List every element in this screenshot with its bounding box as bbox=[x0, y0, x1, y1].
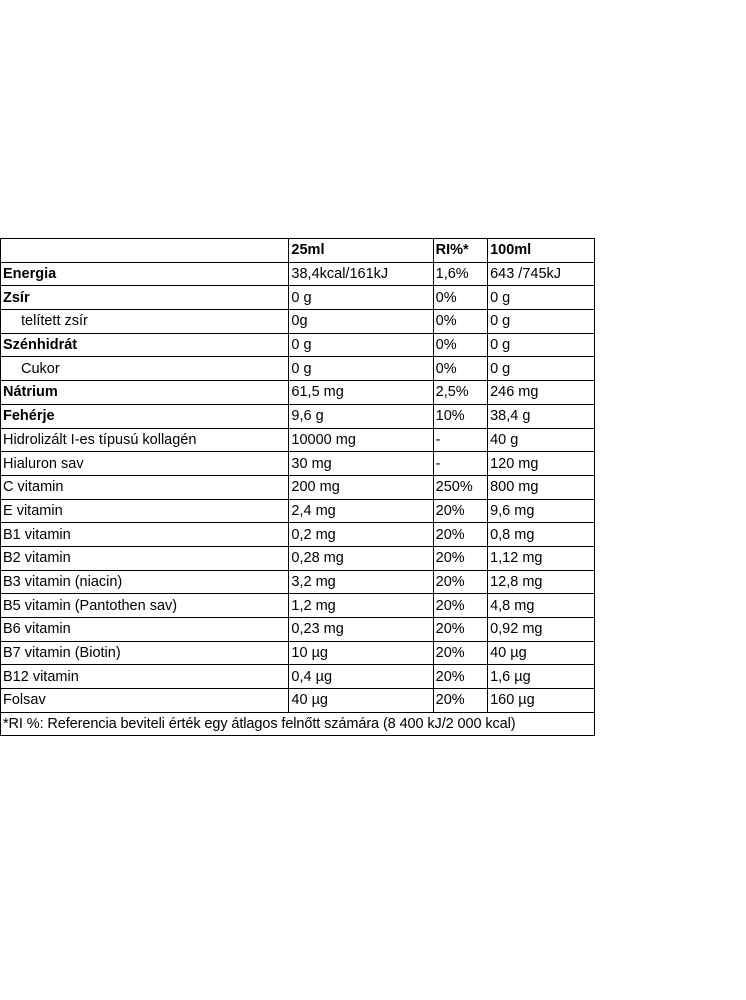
nutrition-table-body bbox=[1, 239, 595, 713]
nutrient-name-cell: Cukor bbox=[1, 357, 289, 381]
ri-percent-cell: 10% bbox=[433, 404, 487, 428]
value-25ml-cell: 40 µg bbox=[289, 689, 433, 713]
value-100ml-cell: 9,6 mg bbox=[488, 499, 595, 523]
ri-percent-cell: 20% bbox=[433, 546, 487, 570]
ri-percent-cell: 20% bbox=[433, 689, 487, 713]
nutrient-name-cell: B5 vitamin (Pantothen sav) bbox=[1, 594, 289, 618]
ri-percent-cell: 0% bbox=[433, 310, 487, 334]
value-25ml-cell: 38,4kcal/161kJ bbox=[289, 262, 433, 286]
value-25ml-cell: 10000 mg bbox=[289, 428, 433, 452]
table-row bbox=[1, 546, 595, 570]
ri-percent-cell: 0% bbox=[433, 357, 487, 381]
value-25ml-cell: 10 µg bbox=[289, 641, 433, 665]
value-25ml-cell: 0,2 mg bbox=[289, 523, 433, 547]
table-row bbox=[1, 499, 595, 523]
value-100ml-cell: 1,12 mg bbox=[488, 546, 595, 570]
footnote-cell: *RI %: Referencia beviteli érték egy átlagos felnőtt számára (8 400 kJ/2 000 kcal) bbox=[1, 712, 595, 736]
nutrition-table bbox=[0, 238, 595, 736]
value-100ml-cell: 0 g bbox=[488, 310, 595, 334]
header-25ml-cell: 25ml bbox=[289, 239, 433, 263]
ri-percent-cell: 20% bbox=[433, 618, 487, 642]
table-row bbox=[1, 452, 595, 476]
value-100ml-cell: 12,8 mg bbox=[488, 570, 595, 594]
ri-percent-cell: - bbox=[433, 428, 487, 452]
ri-percent-cell: 0% bbox=[433, 286, 487, 310]
value-100ml-cell: 0 g bbox=[488, 357, 595, 381]
value-100ml-cell: 0 g bbox=[488, 286, 595, 310]
nutrient-name-cell: Szénhidrát bbox=[1, 333, 289, 357]
value-25ml-cell: 0,4 µg bbox=[289, 665, 433, 689]
table-row bbox=[1, 641, 595, 665]
table-row bbox=[1, 333, 595, 357]
value-100ml-cell: 1,6 µg bbox=[488, 665, 595, 689]
nutrient-name-cell: B3 vitamin (niacin) bbox=[1, 570, 289, 594]
value-100ml-cell: 0,92 mg bbox=[488, 618, 595, 642]
ri-percent-cell: - bbox=[433, 452, 487, 476]
nutrient-name-cell: Nátrium bbox=[1, 381, 289, 405]
nutrient-name-cell: Hialuron sav bbox=[1, 452, 289, 476]
value-25ml-cell: 200 mg bbox=[289, 475, 433, 499]
ri-percent-cell: 20% bbox=[433, 665, 487, 689]
value-100ml-cell: 4,8 mg bbox=[488, 594, 595, 618]
footnote-row bbox=[1, 712, 595, 736]
table-row bbox=[1, 428, 595, 452]
value-100ml-cell: 120 mg bbox=[488, 452, 595, 476]
header-100ml-cell: 100ml bbox=[488, 239, 595, 263]
value-25ml-cell: 0 g bbox=[289, 357, 433, 381]
ri-percent-cell: 2,5% bbox=[433, 381, 487, 405]
ri-percent-cell: 20% bbox=[433, 641, 487, 665]
ri-percent-cell: 1,6% bbox=[433, 262, 487, 286]
value-25ml-cell: 61,5 mg bbox=[289, 381, 433, 405]
nutrient-name-cell: B2 vitamin bbox=[1, 546, 289, 570]
value-25ml-cell: 9,6 g bbox=[289, 404, 433, 428]
value-100ml-cell: 38,4 g bbox=[488, 404, 595, 428]
table-row bbox=[1, 381, 595, 405]
table-row bbox=[1, 475, 595, 499]
table-row bbox=[1, 618, 595, 642]
value-25ml-cell: 3,2 mg bbox=[289, 570, 433, 594]
table-row bbox=[1, 689, 595, 713]
nutrient-name-cell: B12 vitamin bbox=[1, 665, 289, 689]
value-100ml-cell: 643 /745kJ bbox=[488, 262, 595, 286]
value-25ml-cell: 0,23 mg bbox=[289, 618, 433, 642]
nutrient-name-cell: telített zsír bbox=[1, 310, 289, 334]
value-100ml-cell: 0,8 mg bbox=[488, 523, 595, 547]
nutrient-name-cell: Hidrolizált I-es típusú kollagén bbox=[1, 428, 289, 452]
nutrient-name-cell: B6 vitamin bbox=[1, 618, 289, 642]
value-25ml-cell: 2,4 mg bbox=[289, 499, 433, 523]
value-25ml-cell: 0,28 mg bbox=[289, 546, 433, 570]
value-25ml-cell: 0g bbox=[289, 310, 433, 334]
table-row bbox=[1, 357, 595, 381]
value-25ml-cell: 0 g bbox=[289, 286, 433, 310]
value-25ml-cell: 0 g bbox=[289, 333, 433, 357]
value-25ml-cell: 1,2 mg bbox=[289, 594, 433, 618]
nutrient-name-cell: B1 vitamin bbox=[1, 523, 289, 547]
value-100ml-cell: 246 mg bbox=[488, 381, 595, 405]
ri-percent-cell: 0% bbox=[433, 333, 487, 357]
header-row bbox=[1, 239, 595, 263]
table-row bbox=[1, 404, 595, 428]
value-100ml-cell: 800 mg bbox=[488, 475, 595, 499]
ri-percent-cell: 20% bbox=[433, 594, 487, 618]
value-25ml-cell: 30 mg bbox=[289, 452, 433, 476]
table-row bbox=[1, 594, 595, 618]
value-100ml-cell: 40 µg bbox=[488, 641, 595, 665]
nutrient-name-cell: C vitamin bbox=[1, 475, 289, 499]
ri-percent-cell: 250% bbox=[433, 475, 487, 499]
nutrient-name-cell: Zsír bbox=[1, 286, 289, 310]
value-100ml-cell: 0 g bbox=[488, 333, 595, 357]
ri-percent-cell: 20% bbox=[433, 523, 487, 547]
ri-percent-cell: 20% bbox=[433, 499, 487, 523]
header-ri-cell: RI%* bbox=[433, 239, 487, 263]
ri-percent-cell: 20% bbox=[433, 570, 487, 594]
value-100ml-cell: 40 g bbox=[488, 428, 595, 452]
table-row bbox=[1, 310, 595, 334]
table-row bbox=[1, 286, 595, 310]
table-row bbox=[1, 570, 595, 594]
nutrient-name-cell: Fehérje bbox=[1, 404, 289, 428]
table-row bbox=[1, 262, 595, 286]
value-100ml-cell: 160 µg bbox=[488, 689, 595, 713]
nutrient-name-cell: B7 vitamin (Biotin) bbox=[1, 641, 289, 665]
nutrient-name-cell: Energia bbox=[1, 262, 289, 286]
header-label-cell bbox=[1, 239, 289, 263]
nutrient-name-cell: E vitamin bbox=[1, 499, 289, 523]
table-row bbox=[1, 665, 595, 689]
nutrient-name-cell: Folsav bbox=[1, 689, 289, 713]
table-row bbox=[1, 523, 595, 547]
